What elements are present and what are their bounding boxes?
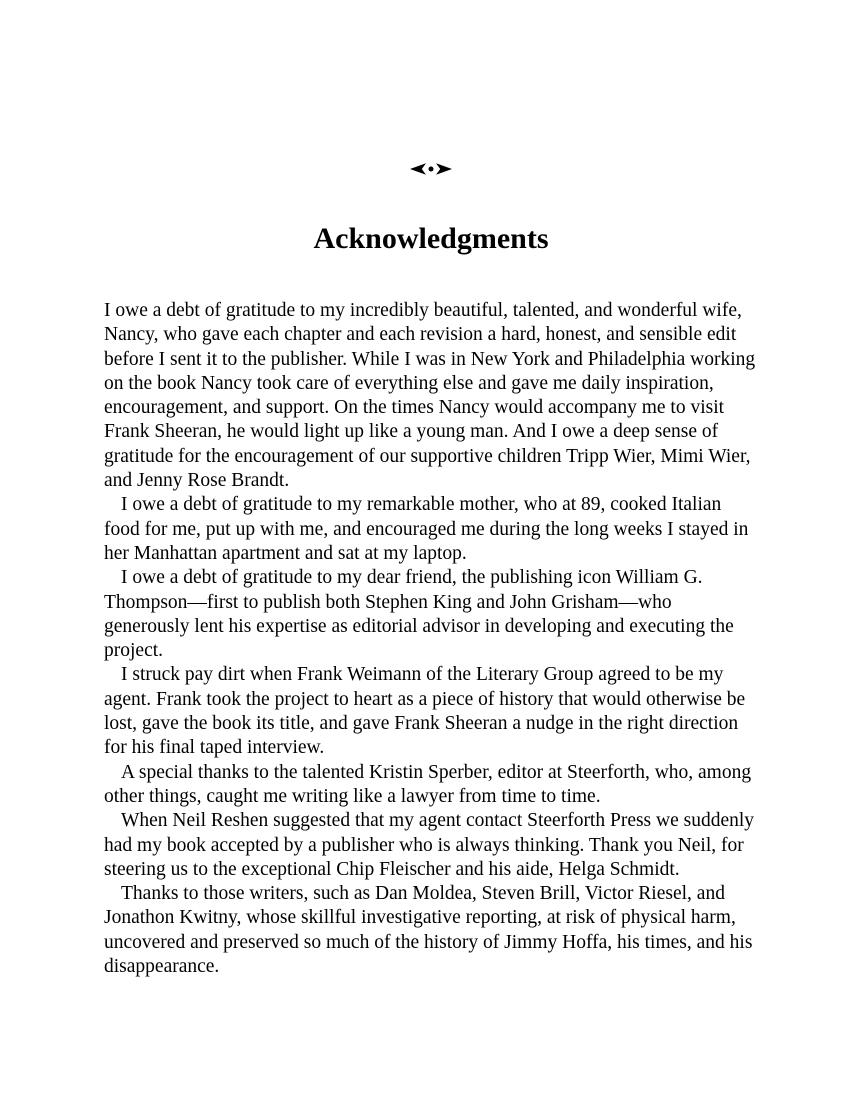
- section-divider: [0, 162, 862, 178]
- paragraph: A special thanks to the talented Kristin Sperber, editor at Steerforth, who, among other things, caught me writing like a lawyer from time to time.: [104, 761, 752, 807]
- chapter-body: [104, 299, 758, 979]
- paragraph: When Neil Reshen suggested that my agent contact Steerforth Press we suddenly had my book accepted by a publisher who is always thinking. Thank you Neil, for steering us to the exceptional Chip Fleischer and his aide, Helga Schmidt.: [104, 810, 755, 880]
- paragraph: Thanks to those writers, such as Dan Moldea, Steven Brill, Victor Riesel, and Jonathon Kwitny, whose skillful investigative reporting, at risk of physical harm, uncovered and preserved so much of the history of Jimmy Hoffa, his times, and his disappearance.: [104, 883, 753, 978]
- paragraph: I owe a debt of gratitude to my dear friend, the publishing icon William G. Thompson—first to publish both Stephen King and John Grisham—who generously lent his expertise as editorial advisor in developing and executing the project.: [104, 567, 734, 662]
- left-pointer-dot-right-pointer-icon: [409, 162, 453, 176]
- chapter-title: Acknowledgments: [313, 222, 549, 255]
- paragraph: I owe a debt of gratitude to my remarkable mother, who at 89, cooked Italian food for me, put up with me, and encouraged me during the long weeks I stayed in her Manhattan apartment and sat at my laptop.: [104, 494, 749, 564]
- paragraph: I struck pay dirt when Frank Weimann of the Literary Group agreed to be my agent. Frank took the project to heart as a piece of history that would otherwise be lost, gave the book its title, and gave Frank Sheeran a nudge in the right direction for his final taped interview.: [104, 664, 746, 759]
- paragraph: I owe a debt of gratitude to my incredibly beautiful, talented, and wonderful wife, Nancy, who gave each chapter and each revision a hard, honest, and sensible edit before I sent it to the publisher. While I was in New York and Philadelphia working on the book Nancy took care of everything else and gave me daily inspiration, encouragement, and support. On the times Nancy would accompany me to visit Frank Sheeran, he would light up like a young man. And I owe a deep sense of gratitude for the encouragement of our supportive children Tripp Wier, Mimi Wier, and Jenny Rose Brandt.: [104, 300, 756, 492]
